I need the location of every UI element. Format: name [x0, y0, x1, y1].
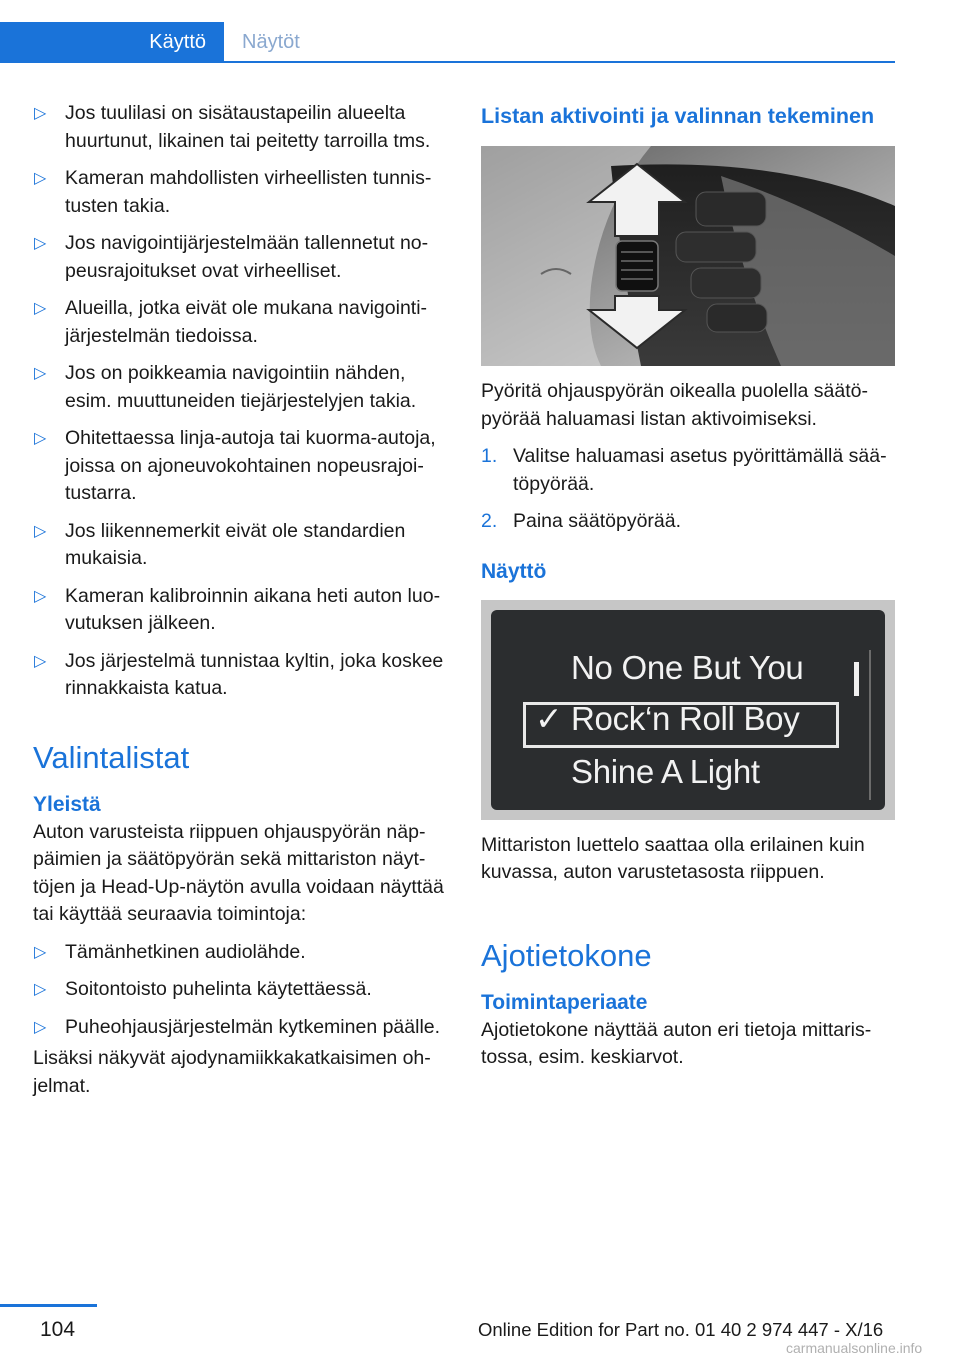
triangle-bullet-icon: ▷ [34, 235, 47, 252]
list-item: 1. Valitse haluamasi asetus pyörittämällä säätöpyörää. [481, 445, 887, 495]
display-scroll-indicator [854, 662, 859, 696]
list-item: ▷ Jos navigointijärjestelmään tallennetut nopeusrajoitukset ovat virheelliset. [34, 232, 429, 282]
triangle-bullet-icon: ▷ [34, 1018, 47, 1036]
watermark: carmanualsonline.info [786, 1340, 923, 1356]
list-item: ▷ Kameran mahdollisten virheellisten tunnistusten takia. [34, 167, 432, 217]
list-item: ▷ Alueilla, jotka eivät ole mukana navigointijärjestelmän tiedoissa. [34, 297, 428, 347]
tab-naytot[interactable]: Näytöt [242, 30, 300, 53]
triangle-bullet-icon: ▷ [34, 943, 47, 961]
cluster-display-image [481, 600, 895, 820]
triangle-bullet-icon: ▷ [34, 105, 47, 122]
page-header [0, 0, 960, 64]
closing-paragraph: Lisäksi näkyvät ajodynamiikkakatkaisimen ohjelmat. [33, 1047, 431, 1097]
list-item: ▷ Puheohjausjärjestelmän kytkeminen päälle. [33, 1014, 448, 1042]
display-check-icon: ✓ [535, 699, 563, 737]
edition-info: Online Edition for Part no. 01 40 2 974 447 - X/16 [478, 1319, 884, 1340]
triangle-bullet-icon: ▷ [34, 430, 47, 447]
display-screen [491, 610, 885, 810]
steering-wheel-controls-icon [481, 146, 895, 366]
wheel-caption: Pyöritä ohjauspyörän oikealla puolella säätöpyörää haluamasi listan aktivoimiseksi. [481, 380, 868, 430]
list-activation-title: Listan aktivointi ja valinnan tekeminen [481, 104, 875, 128]
conditions-list [33, 100, 448, 703]
display-item: Shine A Light [571, 752, 760, 790]
tab-kaytto[interactable]: Käyttö [0, 22, 224, 62]
subsection-title-yleista: Yleistä [33, 792, 101, 816]
footer-divider [0, 1304, 97, 1307]
display-scroll-track [869, 650, 871, 800]
display-item-selected: Rock‘n Roll Boy [571, 699, 800, 737]
list-item: 2. Paina säätöpyörää. [481, 510, 682, 532]
display-title: Näyttö [481, 559, 547, 583]
triangle-bullet-icon: ▷ [34, 522, 47, 540]
page-number: 104 [40, 1318, 76, 1341]
section-title-ajotietokone: Ajotietokone [481, 937, 652, 973]
left-column [33, 100, 448, 1100]
functions-list [33, 939, 448, 1042]
right-column [481, 100, 895, 1072]
computer-body: Ajotietokone näyttää auton eri tietoja mittaristossa, esim. keskiarvot. [481, 1018, 872, 1068]
display-caption: Mittariston luettelo saattaa olla erilainen kuin kuvassa, auton varustetasosta riippuen. [481, 833, 865, 883]
list-item: ▷ Kameran kalibroinnin aikana heti auton luovutuksen jälkeen. [34, 584, 441, 634]
steering-wheel-photo [481, 146, 895, 366]
triangle-bullet-icon: ▷ [34, 652, 47, 670]
intro-paragraph: Auton varusteista riippuen ohjauspyörän näppäimien ja säätöpyörän sekä mittariston näyttöjen ja Head-Up-näytön avulla voidaan näyttää tai käyttää seuraavia toimintoja: [33, 820, 444, 925]
list-item: ▷ Jos tuulilasi on sisätaustapeilin alueelta huurtunut, likainen tai peitetty tarroilla tms. [34, 102, 431, 152]
list-item: ▷ Soitontoisto puhelinta käytettäessä. [33, 976, 448, 1004]
triangle-bullet-icon: ▷ [34, 365, 47, 382]
list-item: ▷ Jos on poikkeamia navigointiin nähden, esim. muuttuneiden tiejärjestelyjen takia. [34, 362, 417, 412]
display-item: No One But You [571, 648, 804, 686]
triangle-bullet-icon: ▷ [34, 587, 47, 605]
list-item: ▷ Jos liikennemerkit eivät ole standardien mukaisia. [34, 519, 406, 569]
triangle-bullet-icon: ▷ [34, 300, 47, 317]
list-item: ▷ Ohitettaessa linja-autoja tai kuorma-autoja, joissa on ajoneuvokohtainen nopeusrajoitustarra. [34, 427, 436, 504]
triangle-bullet-icon: ▷ [34, 170, 47, 187]
list-item: ▷ Tämänhetkinen audiolähde. [33, 939, 448, 967]
triangle-bullet-icon: ▷ [34, 981, 47, 998]
section-title-valintalistat: Valintalistat [33, 739, 190, 775]
subsection-title-toimintaperiaate: Toimintaperiaate [481, 990, 648, 1014]
list-item: ▷ Jos järjestelmä tunnistaa kyltin, joka koskee rinnakkaista katua. [34, 649, 444, 699]
header-divider [0, 61, 895, 63]
steps-list [481, 443, 895, 536]
